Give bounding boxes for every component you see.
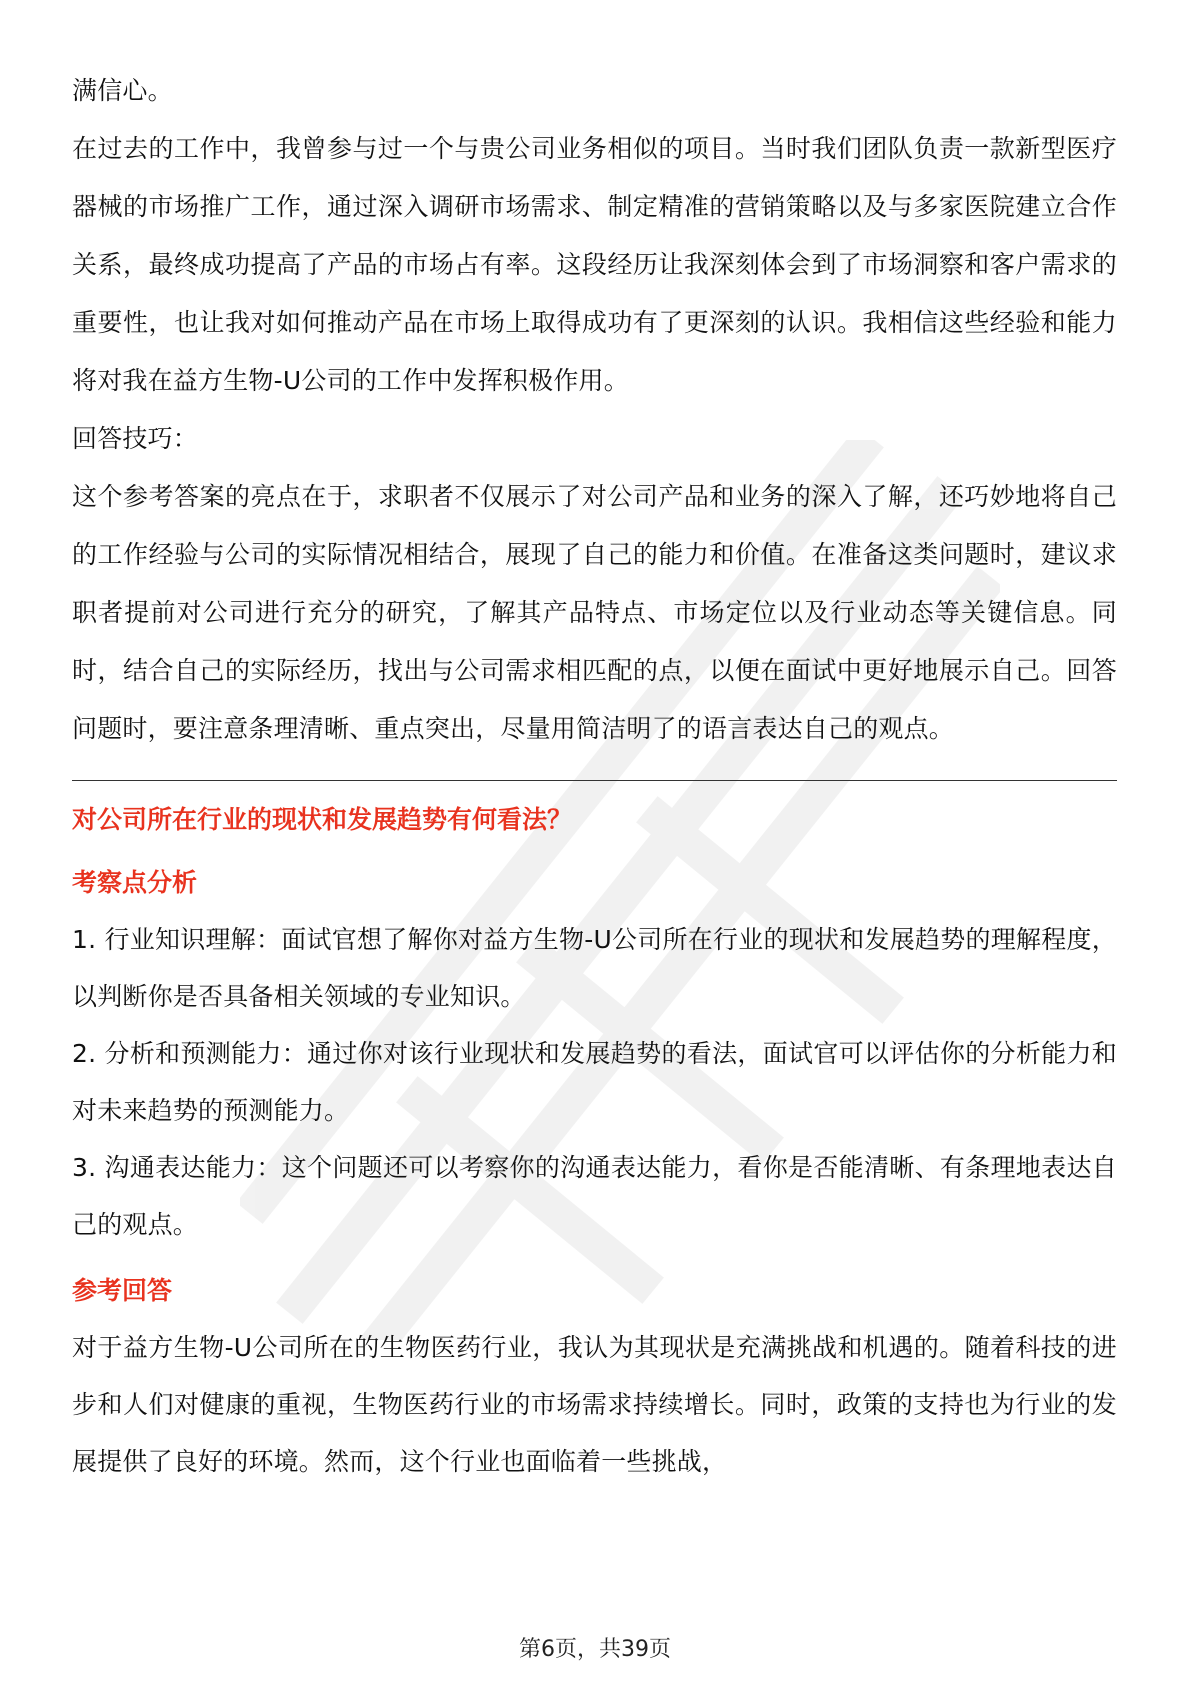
content-area: [72, 62, 1117, 1490]
page-number: 第6页，共39页: [519, 1637, 671, 1662]
reference-title: 参考回答: [72, 1276, 173, 1305]
paragraph-continuation: 满信心。: [72, 76, 173, 105]
reference-answer: 对于益方生物-U公司所在的生物医药行业，我认为其现状是充满挑战和机遇的。随着科技的进步和人们对健康的重视，生物医药行业的市场需求持续增长。同时，政策的支持也为行业的发展提供了良好的环境。然而，这个行业也面临着一些挑战，: [72, 1333, 1117, 1476]
section-divider: [72, 780, 1117, 781]
analysis-item-2: 2. 分析和预测能力：通过你对该行业现状和发展趋势的看法，面试官可以评估你的分析能力和对未来趋势的预测能力。: [72, 1039, 1117, 1125]
analysis-item-1: 1. 行业知识理解：面试官想了解你对益方生物-U公司所在行业的现状和发展趋势的理解程度，以判断你是否具备相关领域的专业知识。: [72, 925, 1117, 1011]
answer-tips-label: 回答技巧：: [72, 424, 199, 453]
analysis-item-3: 3. 沟通表达能力：这个问题还可以考察你的沟通表达能力，看你是否能清晰、有条理地表达自己的观点。: [72, 1153, 1117, 1239]
paragraph-experience: 在过去的工作中，我曾参与过一个与贵公司业务相似的项目。当时我们团队负责一款新型医疗器械的市场推广工作，通过深入调研市场需求、制定精准的营销策略以及与多家医院建立合作关系，最终成功提高了产品的市场占有率。这段经历让我深刻体会到了市场洞察和客户需求的重要性，也让我对如何推动产品在市场上取得成功有了更深刻的认识。我相信这些经验和能力将对我在益方生物-U公司的工作中发挥积极作用。: [72, 134, 1117, 395]
question-heading: 对公司所在行业的现状和发展趋势有何看法？: [72, 805, 573, 834]
paragraph-tips: 这个参考答案的亮点在于，求职者不仅展示了对公司产品和业务的深入了解，还巧妙地将自己的工作经验与公司的实际情况相结合，展现了自己的能力和价值。在准备这类问题时，建议求职者提前对公司进行充分的研究，了解其产品特点、市场定位以及行业动态等关键信息。同时，结合自己的实际经历，找出与公司需求相匹配的点，以便在面试中更好地展示自己。回答问题时，要注意条理清晰、重点突出，尽量用简洁明了的语言表达自己的观点。: [72, 482, 1117, 743]
analysis-title: 考察点分析: [72, 868, 198, 897]
